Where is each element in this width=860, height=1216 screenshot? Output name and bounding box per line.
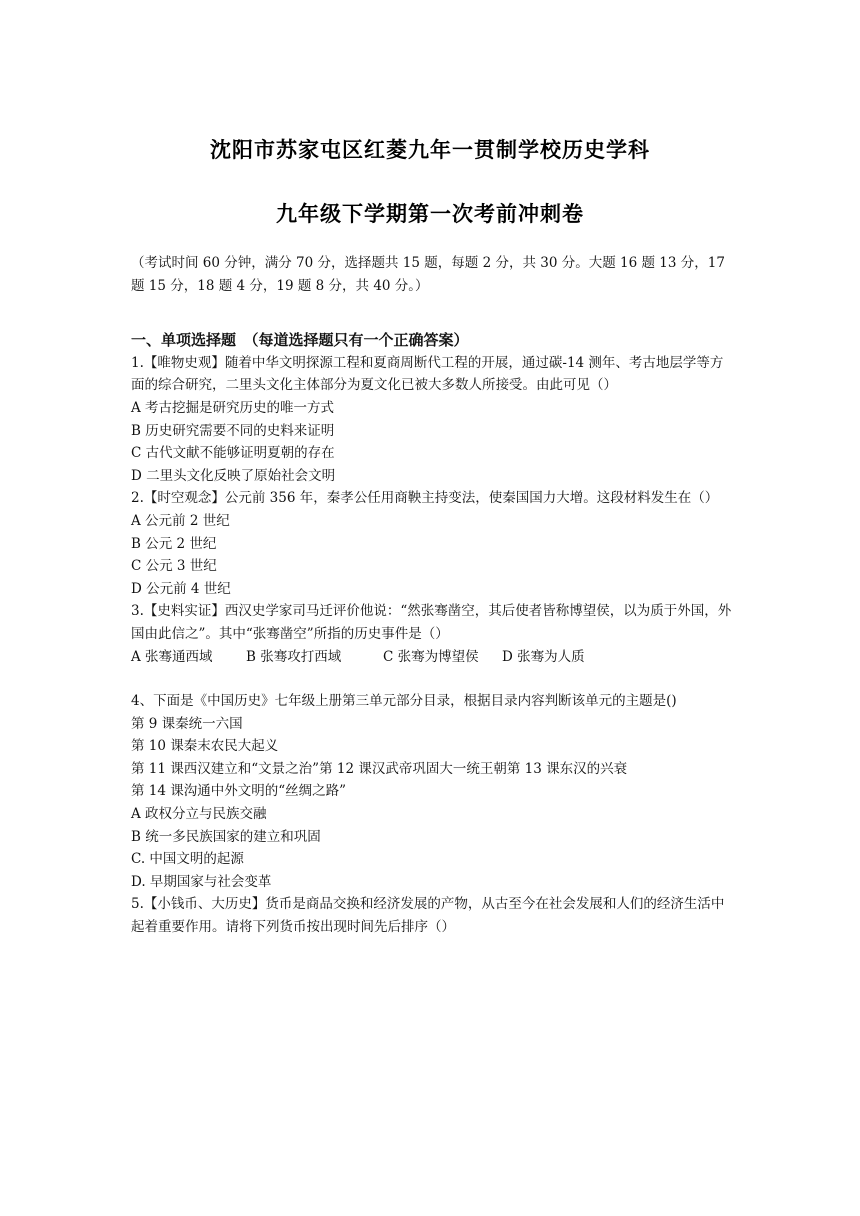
question-1-option-d: D 二里头文化反映了原始社会文明 bbox=[131, 467, 336, 484]
exam-body bbox=[131, 252, 736, 939]
question-2-stem: 2.【时空观念】公元前 356 年，秦孝公任用商鞅主持变法，使秦国国力大增。这段材料发生在（） bbox=[131, 490, 719, 507]
section-heading: 一、单项选择题 （每道选择题只有一个正确答案） bbox=[131, 331, 469, 350]
question-1-option-b: B 历史研究需要不同的史料来证明 bbox=[131, 422, 335, 439]
question-3-stem: 3.【史料实证】西汉史学家司马迁评价他说：“然张骞凿空，其后使者皆称博望侯，以为质于外国，外国由此信之”。其中“张骞凿空”所指的历史事件是（） bbox=[131, 603, 732, 642]
question-3-option-b: B 张骞攻打西域 bbox=[246, 648, 342, 665]
question-1-option-c: C 古代文献不能够证明夏朝的存在 bbox=[131, 445, 335, 462]
question-3-option-a: A 张骞通西域 bbox=[131, 648, 213, 665]
question-4-stem: 4、下面是《中国历史》七年级上册第三单元部分目录，根据目录内容判断该单元的主题是() bbox=[131, 693, 677, 710]
question-3-option-c: C 张骞为博望侯 bbox=[383, 648, 479, 665]
toc-item: 第 11 课西汉建立和“文景之治”第 12 课汉武帝巩固大一统王朝第 13 课东汉的兴衰 bbox=[131, 760, 628, 777]
question-4-option-c: C. 中国文明的起源 bbox=[131, 851, 244, 868]
question-4-option-b: B 统一多民族国家的建立和巩固 bbox=[131, 828, 321, 845]
question-4-option-a: A 政权分立与民族交融 bbox=[131, 806, 267, 823]
exam-subtitle: 九年级下学期第一次考前冲刺卷 bbox=[276, 202, 584, 226]
question-2-option-b: B 公元 2 世纪 bbox=[131, 535, 217, 552]
question-2-option-d: D 公元前 4 世纪 bbox=[131, 580, 231, 597]
question-5-stem: 5.【小钱币、大历史】货币是商品交换和经济发展的产物，从古至今在社会发展和人们的经济生活中起着重要作用。请将下列货币按出现时间先后排序（） bbox=[131, 896, 725, 936]
toc-item: 第 9 课秦统一六国 bbox=[131, 715, 243, 732]
question-3-options bbox=[131, 646, 736, 669]
question-3-option-d: D 张骞为人质 bbox=[502, 648, 585, 665]
exam-title: 沈阳市苏家屯区红菱九年一贯制学校历史学科 bbox=[210, 138, 650, 162]
question-4-option-d: D. 早期国家与社会变革 bbox=[131, 873, 272, 890]
toc-item: 第 14 课沟通中外文明的“丝绸之路” bbox=[131, 783, 347, 800]
toc-item: 第 10 课秦末农民大起义 bbox=[131, 738, 279, 755]
question-1-stem: 1.【唯物史观】随着中华文明探源工程和夏商周断代工程的开展，通过碳-14 测年、考古地层学等方面的综合研究，二里头文化主体部分为夏文化已被大多数人所接受。由此可见（） bbox=[131, 354, 724, 394]
question-1-option-a: A 考古挖掘是研究历史的唯一方式 bbox=[131, 399, 335, 416]
exam-instructions: （考试时间 60 分钟，满分 70 分，选择题共 15 题，每题 2 分，共 30 分。大题 16 题 13 分，17 题 15 分，18 题 4 分，19 题 8 分，共 40 分。） bbox=[131, 255, 725, 294]
question-2-option-a: A 公元前 2 世纪 bbox=[131, 512, 230, 529]
question-2-option-c: C 公元 3 世纪 bbox=[131, 558, 217, 575]
